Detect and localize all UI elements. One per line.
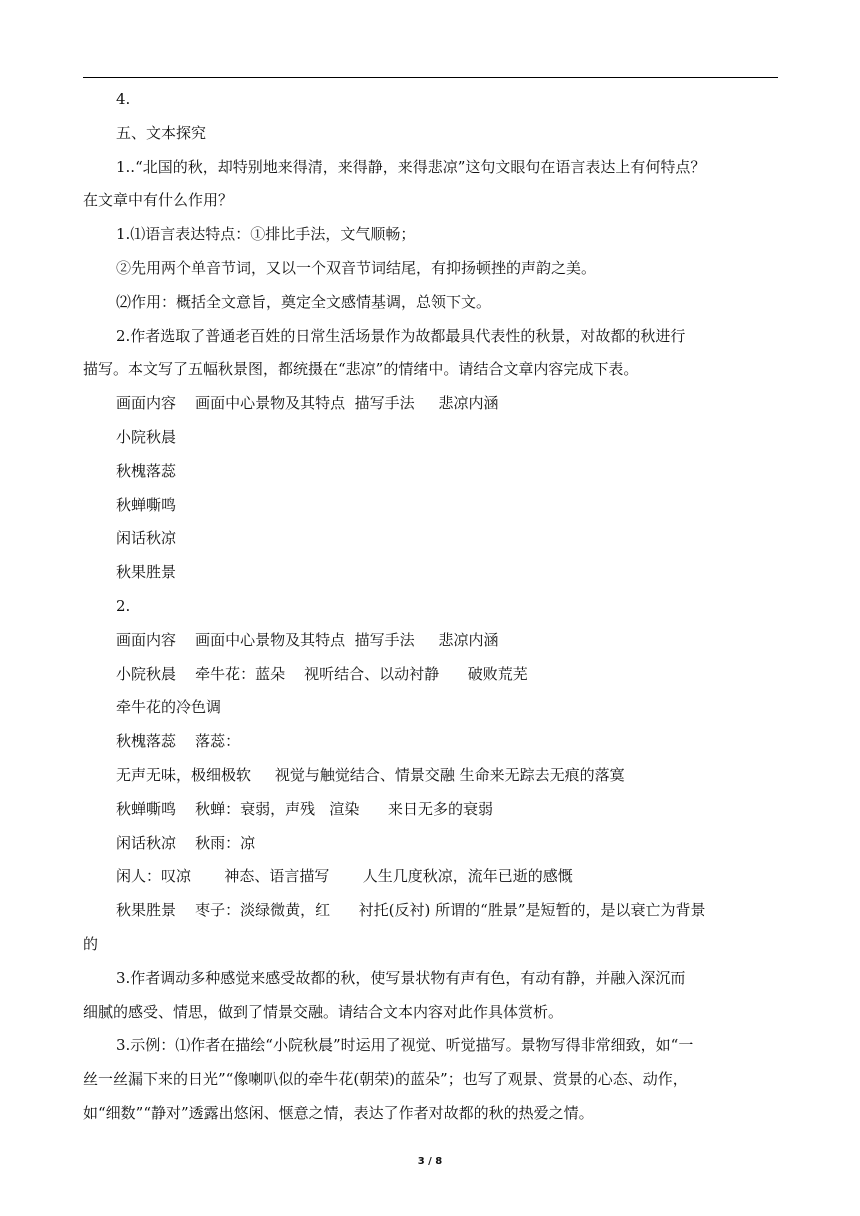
- text-line: 在文章中有什么作用？: [83, 191, 234, 210]
- header-rule: [83, 77, 778, 78]
- text-line: 闲话秋凉 秋雨：凉: [116, 833, 256, 852]
- text-line: 画面内容 画面中心景物及其特点 描写手法 悲凉内涵: [116, 394, 499, 413]
- text-line: 秋果胜景 枣子：淡绿微黄，红 衬托(反衬) 所谓的“胜景”是短暂的，是以衰亡为背景: [116, 901, 706, 920]
- text-line: 4.: [116, 90, 131, 108]
- text-line: ②先用两个单音节词，又以一个双音节词结尾，有抑扬顿挫的声韵之美。: [116, 258, 597, 277]
- text-line: 1..“北国的秋，却特别地来得清，来得静，来得悲凉”这句文眼句在语言表达上有何特点？: [116, 157, 706, 176]
- text-line: 秋果胜景: [116, 563, 177, 582]
- text-line: 细腻的感受、情思，做到了情景交融。请结合文本内容对此作具体赏析。: [83, 1002, 564, 1021]
- text-line: 2.: [116, 596, 131, 615]
- text-line: 如“细数”“静对”透露出悠闲、惬意之情，表达了作者对故都的秋的热爱之情。: [83, 1103, 594, 1122]
- text-line: 丝一丝漏下来的日光”“像喇叭似的牵牛花(朝荣)的蓝朵”；也写了观景、赏景的心态、动作，: [83, 1070, 688, 1089]
- text-line: ⑵作用：概括全文意旨，奠定全文感情基调，总领下文。: [116, 292, 492, 311]
- text-line: 小院秋晨 牵牛花：蓝朵 视听结合、以动衬静 破败荒芜: [116, 664, 528, 683]
- text-line: 3.作者调动多种感觉来感受故都的秋，使写景状物有声有色，有动有静，并融入深沉而: [116, 968, 686, 987]
- text-line: 闲人：叹凉 神态、语言描写 人生几度秋凉，流年已逝的感慨: [116, 867, 573, 886]
- document-body: [83, 83, 783, 1131]
- text-line: 闲话秋凉: [116, 529, 177, 548]
- text-line: 画面内容 画面中心景物及其特点 描写手法 悲凉内涵: [116, 630, 499, 649]
- text-line: 2.作者选取了普通老百姓的日常生活场景作为故都最具代表性的秋景，对故都的秋进行: [116, 326, 686, 345]
- text-line: 1.⑴语言表达特点：①排比手法，文气顺畅；: [116, 225, 416, 244]
- text-line: 秋蝉嘶鸣 秋蝉：衰弱，声残 渲染 来日无多的衰弱: [116, 799, 493, 818]
- text-line: 的: [83, 934, 99, 953]
- page-number: 3 / 8: [417, 1156, 443, 1167]
- text-line: 秋槐落蕊: [116, 461, 177, 480]
- text-line: 牵牛花的冷色调: [116, 698, 222, 717]
- text-line: 3.示例：⑴作者在描绘“小院秋晨”时运用了视觉、听觉描写。景物写得非常细致，如“一: [116, 1036, 694, 1055]
- text-line: 无声无味，极细极软 视觉与触觉结合、情景交融 生命来无踪去无痕的落寞: [116, 765, 625, 784]
- text-line: 秋蝉嘶鸣: [116, 495, 177, 514]
- text-line: 小院秋晨: [116, 427, 177, 446]
- text-line: 五、文本探究: [116, 123, 207, 142]
- text-line: 描写。本文写了五幅秋景图，都统摄在“悲凉”的情绪中。请结合文章内容完成下表。: [83, 360, 639, 379]
- text-line: 秋槐落蕊 落蕊：: [116, 732, 241, 751]
